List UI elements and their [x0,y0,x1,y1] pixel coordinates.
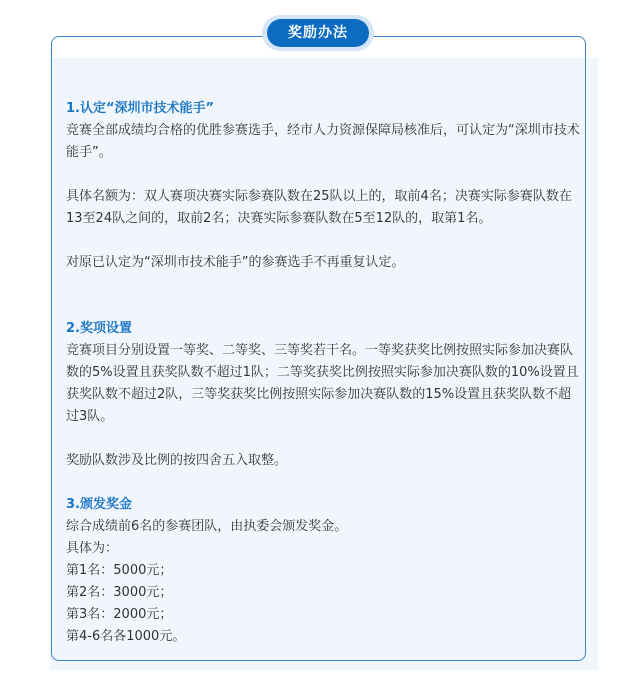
section-2-paragraph-2: 奖励队数涉及比例的按四舍五入取整。 [66,453,288,468]
section-3-line: 综合成绩前6名的参赛团队，由执委会颁发奖金。 [66,519,348,534]
section-3-line: 第1名：5000元； [66,563,173,578]
section-2-paragraph-1: 竞赛项目分别设置一等奖、二等奖、三等奖若干名。一等奖获奖比例按照实际参加决赛队数的5%设置且获奖队数不超过1队；二等奖获奖比例按照实际参加决赛队数的10%设置且获奖队数不超过2队，三等奖获奖比例按照实际参加决赛队数的15%设置且获奖队数不超过3队。 [66,343,579,424]
section-3-line: 具体为： [66,541,119,556]
section-title: 奖励办法 [267,19,369,47]
section-3-line: 第3名：2000元； [66,607,173,622]
section-3-line: 第2名：3000元； [66,585,173,600]
section-3-heading: 3.颁发奖金 [66,497,132,512]
section-2-heading: 2.奖项设置 [66,321,132,336]
section-1-paragraph-2: 具体名额为：双人赛项决赛实际参赛队数在25队以上的，取前4名；决赛实际参赛队数在13至24队之间的，取前2名；决赛实际参赛队数在5至12队的，取第1名。 [66,189,572,226]
content-body [66,98,581,648]
section-1-heading: 1.认定“深圳市技术能手” [66,101,215,116]
section-3-line: 第4-6名各1000元。 [66,629,186,644]
section-1-paragraph-3: 对原已认定为“深圳市技术能手”的参赛选手不再重复认定。 [66,255,405,270]
section-1-paragraph-1: 竞赛全部成绩均合格的优胜参赛选手，经市人力资源保障局核准后，可认定为“深圳市技术能手”。 [66,123,580,160]
